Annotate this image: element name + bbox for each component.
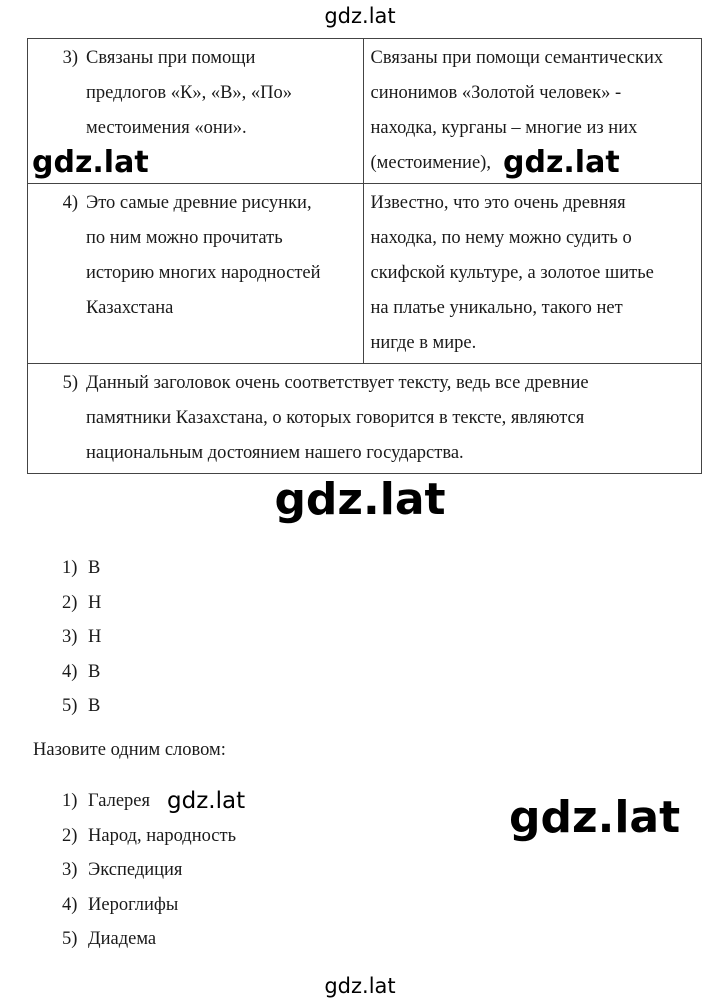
watermark-right: gdz.lat bbox=[509, 792, 681, 843]
item-number: 4) bbox=[62, 894, 78, 915]
cell-line: скифской культуре, а золотое шитье bbox=[370, 263, 654, 283]
item-number: 4) bbox=[62, 193, 78, 213]
cell-line: Известно, что это очень древняя bbox=[370, 193, 626, 213]
item-number: 3) bbox=[62, 627, 78, 647]
item-text: Диадема bbox=[88, 929, 157, 949]
cell-line: Связаны при помощи bbox=[86, 48, 256, 68]
cell-line: (местоимение), bbox=[370, 153, 491, 173]
item-number: 3) bbox=[62, 48, 78, 68]
item-number: 2) bbox=[62, 825, 78, 846]
watermark-list: gdz.lat bbox=[167, 788, 246, 814]
table-cell bbox=[28, 184, 364, 364]
list-item bbox=[62, 689, 101, 724]
list-item bbox=[62, 819, 236, 854]
item-text: Народ, народность bbox=[88, 825, 237, 846]
list-item bbox=[62, 586, 101, 621]
cell-line: синонимов «Золотой человек» - bbox=[370, 83, 622, 103]
item-number: 3) bbox=[62, 860, 78, 880]
answers-table bbox=[27, 38, 702, 474]
table-row bbox=[28, 184, 702, 364]
cell-line: национальным достоянием нашего государства. bbox=[86, 443, 464, 463]
watermark-cell-left: gdz.lat bbox=[32, 145, 149, 180]
cell-line: Казахстана bbox=[86, 298, 174, 318]
item-text: Н bbox=[88, 627, 102, 647]
item-number: 1) bbox=[62, 791, 78, 811]
cell-line: местоимения «они». bbox=[86, 118, 247, 138]
cell-line: Данный заголовок очень соответствует тексту, ведь все древние bbox=[86, 373, 589, 393]
list-item bbox=[62, 922, 236, 957]
list-item bbox=[62, 620, 101, 655]
item-text: Н bbox=[88, 592, 102, 613]
table-row bbox=[28, 364, 702, 474]
list-item bbox=[62, 888, 236, 923]
list-item bbox=[62, 551, 101, 586]
item-number: 2) bbox=[62, 592, 78, 613]
cell-line: находка, по нему можно судить о bbox=[370, 228, 632, 248]
watermark-cell-right: gdz.lat bbox=[503, 145, 620, 180]
table-cell bbox=[28, 364, 702, 474]
item-text: В bbox=[88, 696, 101, 716]
cell-line: предлогов «К», «В», «По» bbox=[86, 83, 293, 103]
cell-line: Это самые древние рисунки, bbox=[86, 193, 312, 213]
watermark-bottom: gdz.lat bbox=[324, 974, 396, 998]
cell-line: памятники Казахстана, о которых говорится в тексте, являются bbox=[86, 408, 585, 428]
item-text: Экспедиция bbox=[88, 860, 183, 880]
cell-line: историю многих народностей bbox=[86, 263, 321, 283]
item-text: Иероглифы bbox=[88, 894, 179, 915]
cell-line: по ним можно прочитать bbox=[86, 228, 283, 248]
item-text: В bbox=[88, 558, 101, 578]
watermark-center: gdz.lat bbox=[274, 474, 446, 525]
table-cell bbox=[364, 184, 702, 364]
item-number: 5) bbox=[62, 373, 78, 393]
list-item bbox=[62, 853, 236, 888]
item-number: 1) bbox=[62, 558, 78, 578]
item-number: 5) bbox=[62, 929, 78, 949]
watermark-top: gdz.lat bbox=[324, 4, 396, 28]
cell-line: на платье уникально, такого нет bbox=[370, 298, 623, 318]
answers-list bbox=[62, 551, 101, 724]
section-heading: Назовите одним словом: bbox=[33, 740, 226, 760]
cell-line: находка, курганы – многие из них bbox=[370, 118, 638, 138]
cell-line: Связаны при помощи семантических bbox=[370, 48, 664, 68]
item-number: 4) bbox=[62, 661, 78, 682]
item-number: 5) bbox=[62, 696, 78, 716]
item-text: В bbox=[88, 661, 101, 682]
cell-line: нигде в мире. bbox=[370, 333, 477, 353]
list-item bbox=[62, 655, 101, 690]
item-text: Галерея bbox=[88, 791, 151, 811]
